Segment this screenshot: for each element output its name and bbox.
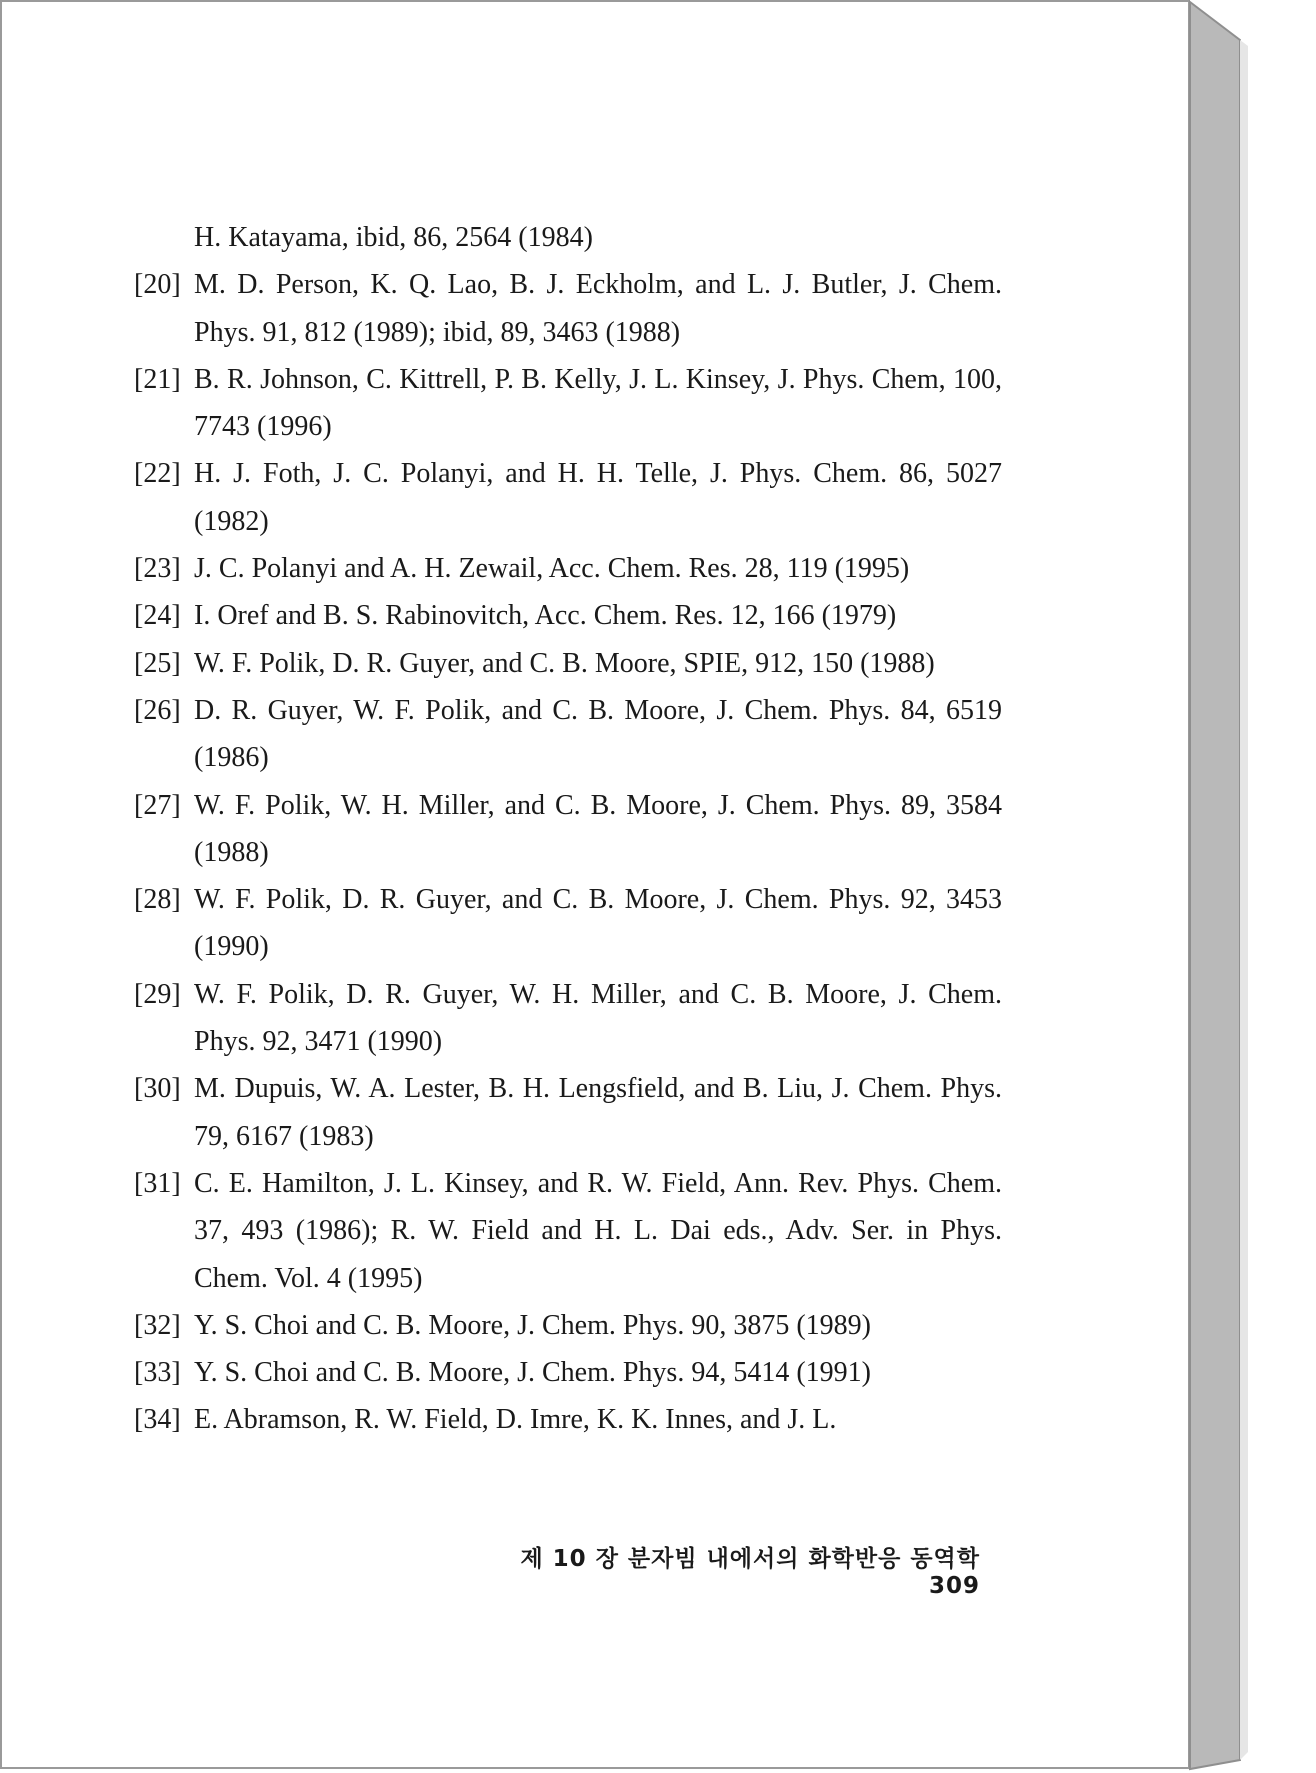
reference-number: [30] xyxy=(134,1073,181,1105)
reference-item xyxy=(134,782,1002,877)
reference-text: M. D. Person, K. Q. Lao, B. J. Eckholm, and L. J. Butler, J. Chem. Phys. 91, 812 (1989); ibid, 89, 3463 (1988) xyxy=(194,269,1002,348)
reference-item xyxy=(134,545,1002,592)
reference-text: Y. S. Choi and C. B. Moore, J. Chem. Phys. 90, 3875 (1989) xyxy=(194,1309,871,1341)
reference-item xyxy=(134,971,1002,1066)
reference-number: [22] xyxy=(134,458,181,490)
reference-item xyxy=(134,1065,1002,1160)
reference-number: [27] xyxy=(134,789,181,821)
reference-text: I. Oref and B. S. Rabinovitch, Acc. Chem. Res. 12, 166 (1979) xyxy=(194,600,897,632)
reference-item xyxy=(134,261,1002,356)
reference-item xyxy=(134,876,1002,971)
reference-number: [31] xyxy=(134,1167,181,1199)
reference-number: [24] xyxy=(134,600,181,632)
reference-number: [26] xyxy=(134,694,181,726)
reference-number: [25] xyxy=(134,647,181,679)
reference-text: M. Dupuis, W. A. Lester, B. H. Lengsfield, and B. Liu, J. Chem. Phys. 79, 6167 (1983) xyxy=(194,1073,1002,1152)
reference-text: W. F. Polik, D. R. Guyer, and C. B. Moore, J. Chem. Phys. 92, 3453 (1990) xyxy=(194,884,1002,963)
reference-continuation: H. Katayama, ibid, 86, 2564 (1984) xyxy=(194,222,593,253)
reference-number: [33] xyxy=(134,1357,181,1389)
reference-item xyxy=(134,1160,1002,1302)
reference-number: [21] xyxy=(134,363,181,395)
reference-number: [20] xyxy=(134,269,181,301)
reference-text: Y. S. Choi and C. B. Moore, J. Chem. Phys. 94, 5414 (1991) xyxy=(194,1357,871,1389)
reference-item xyxy=(134,640,1002,687)
reference-number: [29] xyxy=(134,978,181,1010)
reference-text: W. F. Polik, D. R. Guyer, W. H. Miller, and C. B. Moore, J. Chem. Phys. 92, 3471 (1990) xyxy=(194,978,1002,1058)
reference-list xyxy=(134,214,1002,1444)
reference-text: J. C. Polanyi and A. H. Zewail, Acc. Chem. Res. 28, 119 (1995) xyxy=(194,553,910,585)
reference-item xyxy=(134,356,1002,451)
reference-number: [32] xyxy=(134,1309,181,1341)
reference-text: E. Abramson, R. W. Field, D. Imre, K. K. Innes, and J. L. xyxy=(194,1404,837,1436)
reference-item xyxy=(134,687,1002,782)
reference-item xyxy=(134,450,1002,545)
reference-item xyxy=(134,1396,1002,1443)
reference-text: C. E. Hamilton, J. L. Kinsey, and R. W. Field, Ann. Rev. Phys. Chem. 37, 493 (1986); R. W. Field and H. L. Dai eds., Adv. Ser. in Phys. Chem. Vol. 4 (1995) xyxy=(194,1167,1002,1294)
reference-number: [23] xyxy=(134,553,181,585)
reference-item xyxy=(134,1349,1002,1396)
reference-number: [34] xyxy=(134,1404,181,1436)
reference-text: H. J. Foth, J. C. Polanyi, and H. H. Telle, J. Phys. Chem. 86, 5027 (1982) xyxy=(194,458,1002,537)
reference-text: W. F. Polik, D. R. Guyer, and C. B. Moore, SPIE, 912, 150 (1988) xyxy=(194,647,935,679)
page-footer: 제 10 장 분자빔 내에서의 화학반응 동역학 309 xyxy=(520,1546,980,1599)
reference-text: W. F. Polik, W. H. Miller, and C. B. Moore, J. Chem. Phys. 89, 3584 (1988) xyxy=(194,789,1002,868)
reference-text: D. R. Guyer, W. F. Polik, and C. B. Moore, J. Chem. Phys. 84, 6519 (1986) xyxy=(194,694,1002,774)
reference-number: [28] xyxy=(134,884,181,916)
reference-text: B. R. Johnson, C. Kittrell, P. B. Kelly, J. L. Kinsey, J. Phys. Chem, 100, 7743 (1996) xyxy=(194,363,1002,443)
reference-item xyxy=(134,592,1002,639)
reference-item xyxy=(134,1302,1002,1349)
